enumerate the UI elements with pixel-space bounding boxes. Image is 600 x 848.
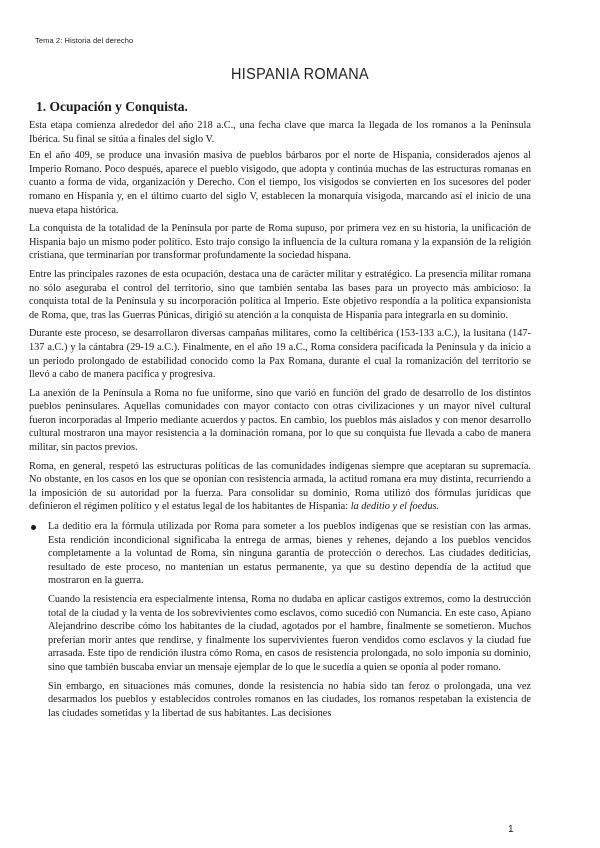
section-heading: 1. Ocupación y Conquista. <box>36 99 188 114</box>
paragraph-emphasis: la deditio y el foedus. <box>350 501 440 513</box>
indented-paragraph: Sin embargo, en situaciones más comunes, donde la resistencia no había sido tan feroz o prolongada, una vez desarmados los pueblos y establecidos controles romanos en las ciudades, los romanos respetaban la existencia de las ciudades sometidas y la libertad de sus habitantes. Las decisiones <box>48 680 531 719</box>
body-text <box>29 119 531 720</box>
paragraph: En el año 409, se produce una invasión masiva de pueblos bárbaros por el norte de Hispania, considerados ajenos al Imperio Romano. Poco después, aparece el pueblo visigodo, que adopta y continúa muchas de las estructuras romanas en cuanto a forma de vida, organización y Derecho. Con el tiempo, los visigodos se convierten en los sucesores del poder romano en Hispania y, en el último cuarto del siglo V, establecen la monarquía visigoda, marcando así el inicio de una nueva etapa histórica. <box>29 150 531 216</box>
indented-paragraph: Cuando la resistencia era especialmente intensa, Roma no dudaba en aplicar castigos extremos, como la destrucción total de la ciudad y la venta de los sobrevivientes como esclavos, como sucedió con Numancia. En este caso, Apiano Alejandrino describe cómo los habitantes de la ciudad, agotados por el hambre, finalmente se sometieron. Muchos preferían morir antes que rendirse, y finalmente los supervivientes fueron vendidos como esclavos y la ciudad fue arrasada. Este tipo de rendición ilustra cómo Roma, en casos de resistencia prolongada, no solo imponía su dominio, sino que también buscaba enviar un mensaje ejemplar de lo que le sucedía a quien se oponía al poder romano. <box>48 594 531 673</box>
paragraph: La conquista de la totalidad de la Península por parte de Roma supuso, por primera vez en su historia, la unificación de Hispania bajo un mismo poder político. Esto trajo consigo la influencia de la cultura romana y la expansión de la religión cristiana, que terminarían por transformar profundamente la sociedad hispana. <box>29 223 531 262</box>
paragraph <box>29 460 531 514</box>
paragraph: Entre las principales razones de esta ocupación, destaca una de carácter militar y estratégico. La presencia militar romana no sólo aseguraba el control del territorio, sino que también sentaba las bases para un proyecto más ambicioso: la conquista total de la Península y su incorporación política al Imperio. Este objetivo respondía a la política expansionista de Roma, que, tras las Guerras Púnicas, dirigió su atención a la conquista de Hispania para integrarla en su dominio. <box>29 268 531 321</box>
bullet-list <box>29 520 531 588</box>
paragraph-text: Roma, en general, respetó las estructuras políticas de las comunidades indígenas siempre que aceptaran su supremacía. No obstante, en los casos en los que se oponían con resistencia armada, la actitud romana era muy distinta, recurriendo a la imposición de su autoridad por la fuerza. Para consolidar su dominio, Roma utilizó dos fórmulas jurídicas que definieron el régimen político y el estatus legal de los habitantes de Hispania: <box>29 460 531 513</box>
list-item-text: La deditio era la fórmula utilizada por Roma para someter a los pueblos indígenas que se resistían con las armas. Esta rendición incondicional significaba la entrega de armas, bienes y rehenes, dejando a los pueblos vencidos completamente a la voluntad de Roma, sin ninguna garantía de protección o derechos. Las ciudades dediticias, resultado de este proceso, no mantenían un estatus permanente, ya que su destino dependía de la actitud que mostraron en la guerra. <box>48 521 531 587</box>
document-title: HISPANIA ROMANA <box>231 66 369 83</box>
bullet-icon <box>31 525 36 530</box>
paragraph: Durante este proceso, se desarrollaron diversas campañas militares, como la celtibérica (153-133 a.C.), la lusitana (147-137 a.C.) y la cántabra (29-19 a.C.). Finalmente, en el año 19 a.C., Roma considera pacificada la Península y da inicio a un periodo prolongado de estabilidad conocido como la Pax Romana, durante el cual la romanización del territorio se llevó a cabo de manera pacífica y progresiva. <box>29 328 531 381</box>
page-number: 1 <box>508 824 514 835</box>
paragraph: Esta etapa comienza alrededor del año 218 a.C., una fecha clave que marca la llegada de los romanos a la Península Ibérica. Su final se sitúa a finales del siglo V. <box>29 120 531 145</box>
paragraph: La anexión de la Península a Roma no fue uniforme, sino que varió en función del grado de desarrollo de los distintos pueblos peninsulares. Aquellas comunidades con mayor contacto con otras civilizaciones y un mayor nivel cultural fueron incorporadas al Imperio mediante acuerdos y pactos. En cambio, los pueblos más aislados y con menor desarrollo cultural mostraron una mayor resistencia a la dominación romana, por lo que su conquista fue llevada a cabo de manera militar, sin pactos previos. <box>29 387 531 454</box>
list-item <box>29 520 531 588</box>
running-header: Tema 2: Historia del derecho <box>35 36 134 45</box>
